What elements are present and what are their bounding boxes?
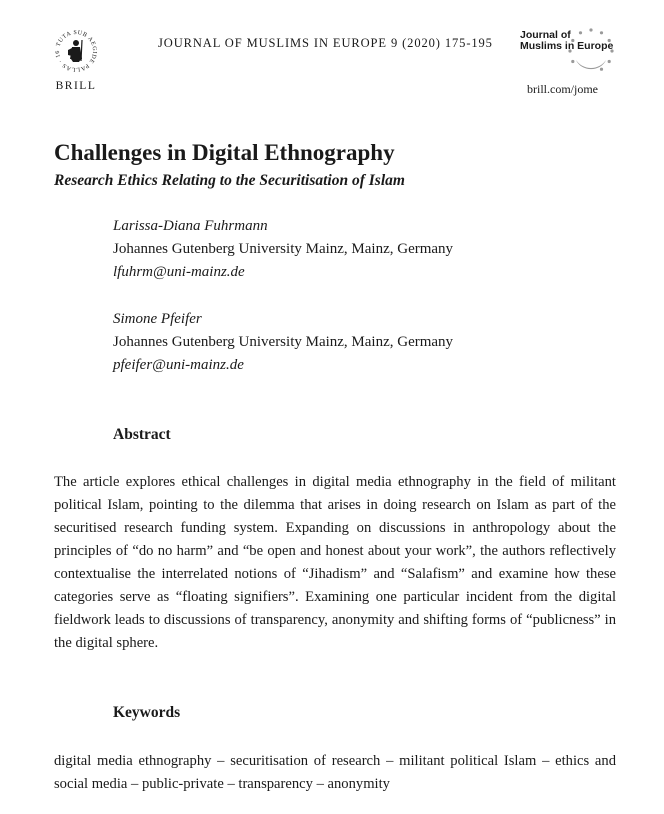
journal-logo-text xyxy=(520,30,613,52)
seal-text: TUTA SUB AEGIDE PALLAS · 16 xyxy=(54,29,98,73)
author-affiliation: Johannes Gutenberg University Mainz, Mainz, Germany xyxy=(113,241,454,257)
author-affiliation: Johannes Gutenberg University Mainz, Mainz, Germany xyxy=(113,334,454,350)
journal-logo xyxy=(520,26,620,78)
publisher-logo xyxy=(52,28,100,92)
author-name: Larissa-Diana Fuhrmann xyxy=(113,218,268,234)
journal-url[interactable]: brill.com/jome xyxy=(527,82,598,96)
journal-logo-line1: Journal of xyxy=(520,29,571,41)
author-email[interactable]: lfuhrm@uni-mainz.de xyxy=(113,264,245,280)
author-block xyxy=(113,308,453,377)
publisher-name: BRILL xyxy=(55,80,97,92)
author-email[interactable]: pfeifer@uni-mainz.de xyxy=(113,357,244,373)
article-title: Challenges in Digital Ethnography xyxy=(54,140,395,165)
abstract-text: The article explores ethical challenges in digital media ethnography in the field of militant political Islam, pointing to the dilemma that arises in doing research on Islam as part of the securitised research funding system. Expanding on discussions in anthropology about the principles of “do no harm” and “be open and honest about your work”, the authors reflectively contextualise the interrelated notions of “Jihadism” and “Salafism” and examine how these categories serve as “floating signifiers”. Examining one particular incident from the digital fieldwork leads to discussions of transparency, anonymity and shifting forms of “publicness” in the digital sphere. xyxy=(54,474,616,651)
keywords-text: digital media ethnography – securitisation of research – militant political Islam – ethics and social media – public-private – transparency – anonymity xyxy=(54,753,616,792)
running-head: JOURNAL OF MUSLIMS IN EUROPE 9 (2020) 175-195 xyxy=(158,36,493,50)
article-subtitle: Research Ethics Relating to the Securitisation of Islam xyxy=(54,172,405,189)
author-name: Simone Pfeifer xyxy=(113,311,202,327)
abstract-heading: Abstract xyxy=(113,426,171,443)
journal-logo-line2: Muslims in Europe xyxy=(520,40,614,52)
brill-seal-icon xyxy=(53,28,99,74)
keywords-heading: Keywords xyxy=(113,704,181,721)
author-block xyxy=(113,215,453,284)
